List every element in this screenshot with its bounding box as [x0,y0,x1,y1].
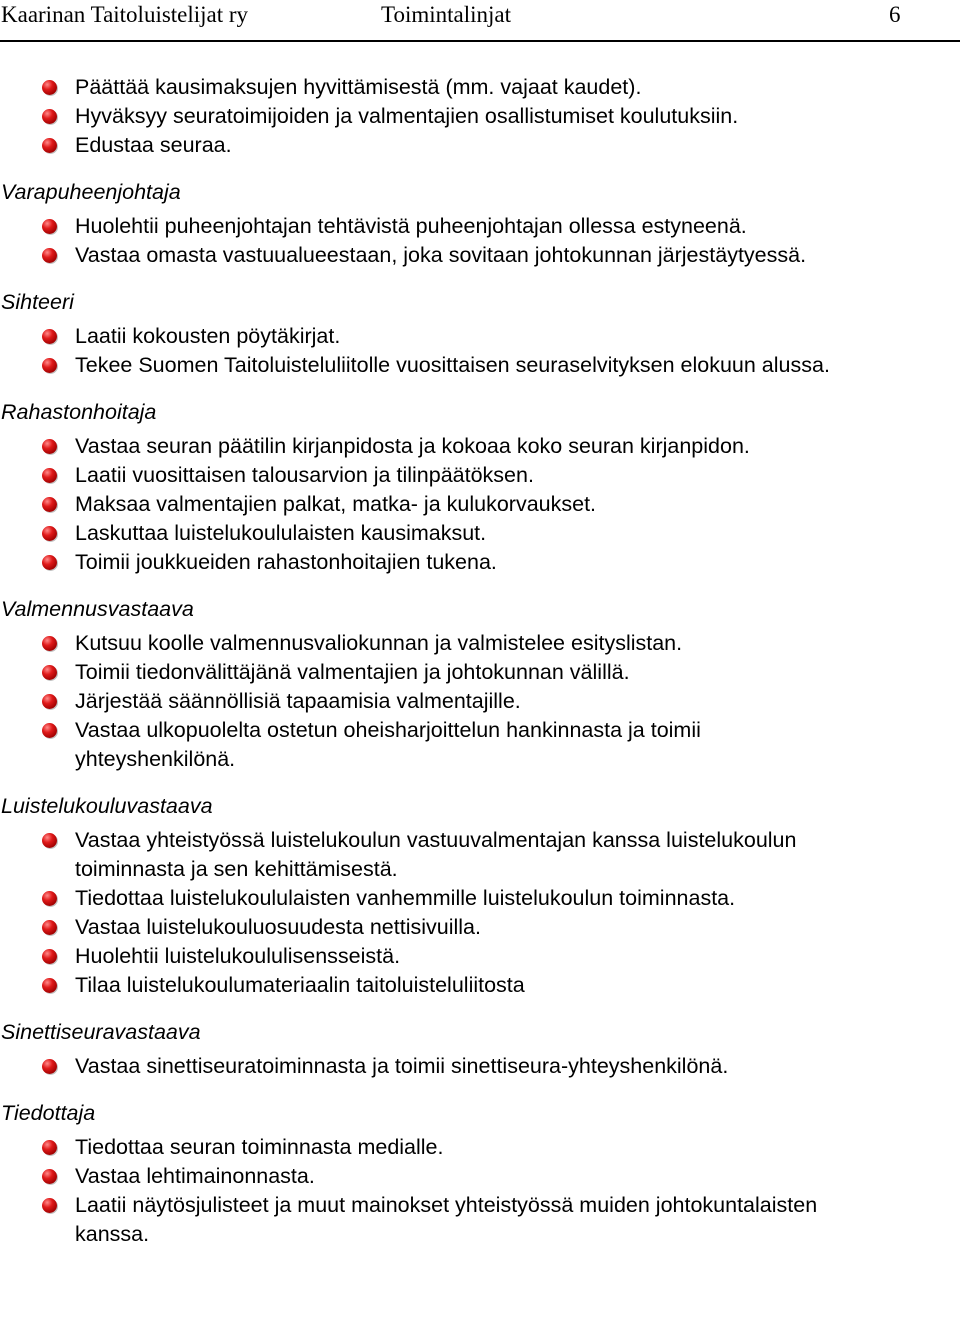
section-list [0,212,960,270]
list-item [0,1191,960,1249]
list-item-text: Toimii joukkueiden rahastonhoitajien tukena. [75,550,497,574]
list-item-text: Hyväksyy seuratoimijoiden ja valmentajien osallistumiset koulutuksiin. [75,104,739,128]
list-item [0,131,960,160]
role-sections [0,178,960,1249]
red-ball-bullet-icon [42,636,57,651]
list-item [0,432,960,461]
list-item-text: Vastaa yhteistyössä luistelukoulun vastuuvalmentajan kanssa luistelukoulun [75,828,797,852]
red-ball-bullet-icon [42,723,57,738]
section-heading: Sinettiseuravastaava [1,1020,201,1044]
red-ball-bullet-icon [42,555,57,570]
section-list [0,1052,960,1081]
list-item [0,241,960,270]
red-ball-bullet-icon [42,439,57,454]
red-ball-bullet-icon [42,920,57,935]
list-item-text: toiminnasta ja sen kehittämisestä. [75,857,398,881]
list-item-text: Järjestää säännöllisiä tapaamisia valmentajille. [75,689,521,713]
list-item [0,687,960,716]
document-title: Toimintalinjat [381,2,511,27]
list-item [0,548,960,577]
page-header [0,0,960,42]
list-item [0,884,960,913]
list-item [0,322,960,351]
red-ball-bullet-icon [42,1140,57,1155]
list-item-text: Kutsuu koolle valmennusvaliokunnan ja valmistelee esityslistan. [75,631,683,655]
list-item [0,826,960,884]
red-ball-bullet-icon [42,219,57,234]
list-item [0,490,960,519]
red-ball-bullet-icon [42,694,57,709]
list-item-text: Vastaa omasta vastuualueestaan, joka sovitaan johtokunnan järjestäytyessä. [75,243,807,267]
role-section [0,398,960,595]
red-ball-bullet-icon [42,1198,57,1213]
list-item-text: Vastaa lehtimainonnasta. [75,1164,315,1188]
list-item-text: Tiedottaa luistelukoululaisten vanhemmille luistelukoulun toiminnasta. [75,886,736,910]
organization-name: Kaarinan Taitoluistelijat ry [1,2,249,27]
red-ball-bullet-icon [42,665,57,680]
list-item-text: Maksaa valmentajien palkat, matka- ja kulukorvaukset. [75,492,597,516]
red-ball-bullet-icon [42,1169,57,1184]
red-ball-bullet-icon [42,358,57,373]
list-item [0,658,960,687]
list-item [0,913,960,942]
role-section [0,595,960,792]
list-item-text: Vastaa sinettiseuratoiminnasta ja toimii sinettiseura-yhteyshenkilönä. [75,1054,729,1078]
list-item-text: Laatii näytösjulisteet ja muut mainokset yhteistyössä muiden johtokuntalaisten [75,1193,818,1217]
red-ball-bullet-icon [42,1059,57,1074]
list-item-text: Vastaa seuran päätilin kirjanpidosta ja kokoaa koko seuran kirjanpidon. [75,434,750,458]
list-item-text: Laskuttaa luistelukoululaisten kausimaksut. [75,521,487,545]
red-ball-bullet-icon [42,833,57,848]
document-body [0,73,960,1249]
list-item-text: Vastaa luistelukouluosuudesta nettisivuilla. [75,915,481,939]
role-section [0,288,960,398]
red-ball-bullet-icon [42,497,57,512]
list-item-text: Tiedottaa seuran toiminnasta medialle. [75,1135,444,1159]
role-section [0,792,960,1018]
red-ball-bullet-icon [42,978,57,993]
red-ball-bullet-icon [42,891,57,906]
role-section [0,1018,960,1099]
list-item [0,716,960,774]
list-item-text: kanssa. [75,1222,150,1246]
section-list [0,629,960,774]
red-ball-bullet-icon [42,468,57,483]
list-item [0,73,960,102]
list-item-text: Laatii vuosittaisen talousarvion ja tilinpäätöksen. [75,463,534,487]
red-ball-bullet-icon [42,80,57,95]
list-item-text: Vastaa ulkopuolelta ostetun oheisharjoittelun hankinnasta ja toimii [75,718,701,742]
list-item-text: Huolehtii luistelukoululisensseistä. [75,944,401,968]
list-item [0,102,960,131]
red-ball-bullet-icon [42,109,57,124]
intro-list [0,73,960,160]
section-heading: Sihteeri [1,290,74,314]
list-item [0,942,960,971]
role-section [0,178,960,288]
red-ball-bullet-icon [42,248,57,263]
section-list [0,826,960,1000]
section-heading: Valmennusvastaava [1,597,194,621]
list-item [0,461,960,490]
list-item-text: Huolehtii puheenjohtajan tehtävistä puheenjohtajan ollessa estyneenä. [75,214,747,238]
section-heading: Tiedottaja [1,1101,96,1125]
list-item-text: Edustaa seuraa. [75,133,232,157]
list-item [0,1052,960,1081]
section-heading: Varapuheenjohtaja [1,180,181,204]
list-item-text: Tekee Suomen Taitoluisteluliitolle vuosittaisen seuraselvityksen elokuun alussa. [75,353,830,377]
red-ball-bullet-icon [42,949,57,964]
list-item-text: yhteyshenkilönä. [75,747,236,771]
red-ball-bullet-icon [42,138,57,153]
list-item [0,629,960,658]
list-item-text: Päättää kausimaksujen hyvittämisestä (mm. vajaat kaudet). [75,75,642,99]
list-item-text: Laatii kokousten pöytäkirjat. [75,324,341,348]
list-item [0,351,960,380]
list-item-text: Tilaa luistelukoulumateriaalin taitoluisteluliitosta [75,973,525,997]
list-item [0,1162,960,1191]
section-list [0,322,960,380]
section-heading: Luistelukouluvastaava [1,794,213,818]
red-ball-bullet-icon [42,526,57,541]
role-section [0,1099,960,1249]
section-heading: Rahastonhoitaja [1,400,157,424]
section-list [0,432,960,577]
list-item [0,1133,960,1162]
list-item [0,519,960,548]
section-list [0,1133,960,1249]
list-item [0,971,960,1000]
list-item-text: Toimii tiedonvälittäjänä valmentajien ja johtokunnan välillä. [75,660,630,684]
red-ball-bullet-icon [42,329,57,344]
list-item [0,212,960,241]
page-number: 6 [889,2,901,27]
